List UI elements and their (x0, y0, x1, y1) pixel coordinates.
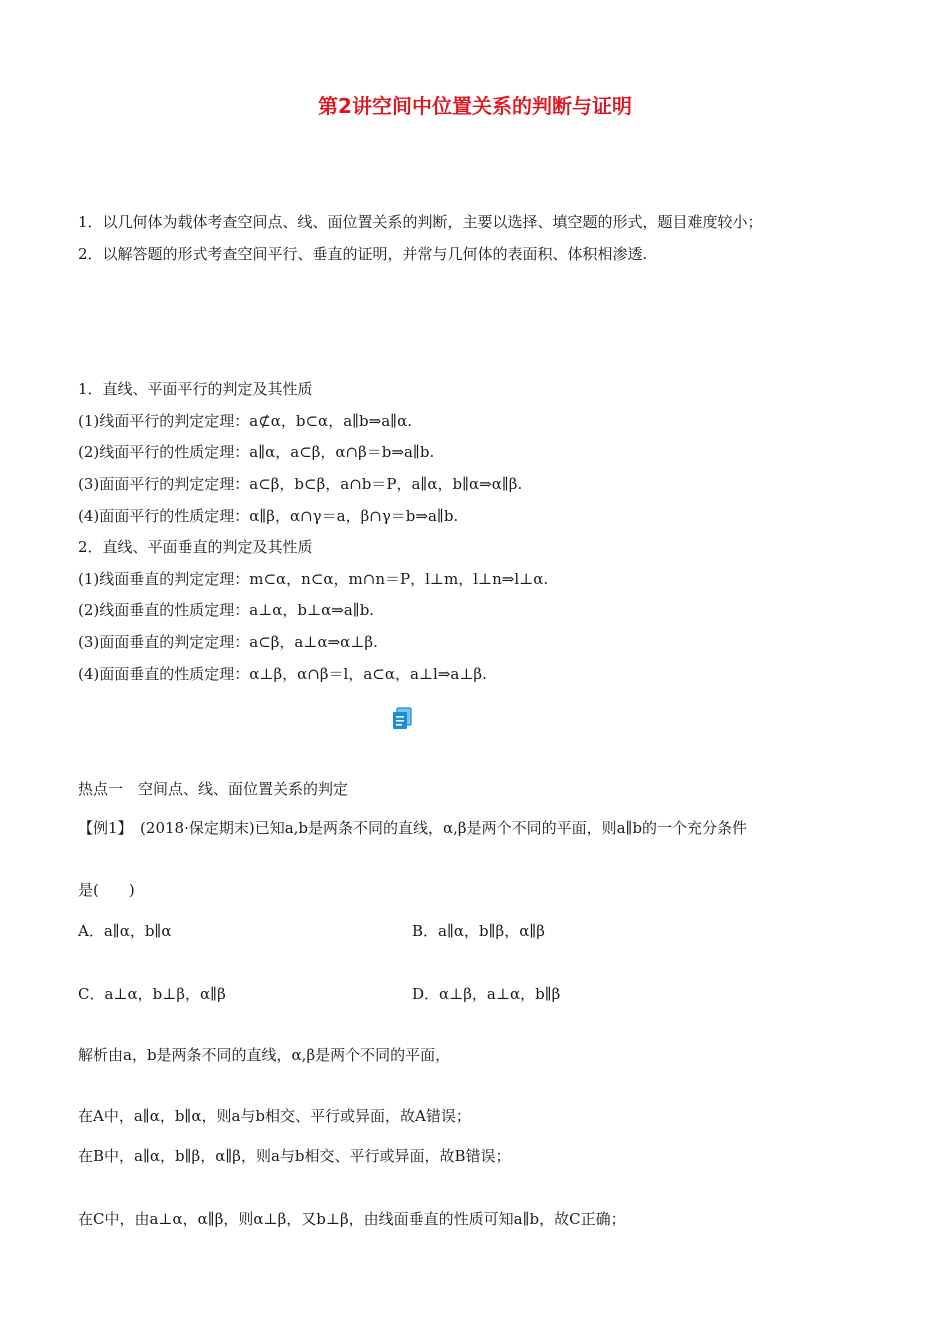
option-c: C．a⊥α，b⊥β，α∥β (78, 985, 226, 1003)
section1-item-2: (2)线面平行的性质定理：a∥α，a⊂β，α∩β＝b⇒a∥b. (78, 443, 435, 461)
example-label: 【例1】 (78, 819, 126, 837)
example-question (78, 818, 747, 838)
section2-item-4: (4)面面垂直的性质定理：α⊥β，α∩β＝l，a⊂α，a⊥l⇒a⊥β. (78, 665, 487, 683)
example-question-cont: 是( ) (78, 881, 135, 899)
section1-item-4: (4)面面平行的性质定理：α∥β，α∩γ＝a，β∩γ＝b⇒a∥b. (78, 507, 459, 525)
page-title: 第2讲空间中位置关系的判断与证明 (318, 94, 632, 118)
section1-item-3: (3)面面平行的判定定理：a⊂β，b⊂β，a∩b＝P，a∥α，b∥α⇒α∥β. (78, 475, 523, 493)
example-text: (2018·保定期末)已知a,b是两条不同的直线，α,β是两个不同的平面，则a∥b的一个充分条件 (125, 819, 748, 837)
option-d: D．α⊥β，a⊥α，b∥β (412, 985, 561, 1003)
section1-heading: 1．直线、平面平行的判定及其性质 (78, 380, 313, 398)
analysis-line-2: 在A中，a∥α，b∥α，则a与b相交、平行或异面，故A错误； (78, 1107, 471, 1125)
section1-item-1: (1)线面平行的判定定理：a⊄α，b⊂α，a∥b⇒a∥α. (78, 412, 413, 430)
analysis-line-4: 在C中，由a⊥α，α∥β，则α⊥β，又b⊥β，由线面垂直的性质可知a∥b，故C正确； (78, 1210, 626, 1228)
option-b: B．a∥α，b∥β，α∥β (412, 922, 545, 940)
analysis-line-1: 解析由a，b是两条不同的直线，α,β是两个不同的平面， (78, 1046, 451, 1064)
section2-heading: 2．直线、平面垂直的判定及其性质 (78, 538, 313, 556)
hotspot-heading: 热点一 空间点、线、面位置关系的判定 (78, 780, 349, 798)
section2-item-2: (2)线面垂直的性质定理：a⊥α，b⊥α⇒a∥b. (78, 601, 375, 619)
analysis-line-3: 在B中，a∥α，b∥β，α∥β，则a与b相交、平行或异面，故B错误； (78, 1147, 511, 1165)
intro-line-1: 1．以几何体为载体考查空间点、线、面位置关系的判断，主要以选择、填空题的形式，题目难度较小； (78, 213, 763, 231)
document-copy-icon (391, 707, 413, 731)
section2-item-3: (3)面面垂直的判定定理：a⊂β，a⊥α⇒α⊥β. (78, 633, 378, 651)
intro-line-2: 2．以解答题的形式考查空间平行、垂直的证明，并常与几何体的表面积、体积相渗透. (78, 245, 648, 263)
section2-item-1: (1)线面垂直的判定定理：m⊂α，n⊂α，m∩n＝P，l⊥m，l⊥n⇒l⊥α. (78, 570, 549, 588)
option-a: A．a∥α，b∥α (78, 922, 172, 940)
